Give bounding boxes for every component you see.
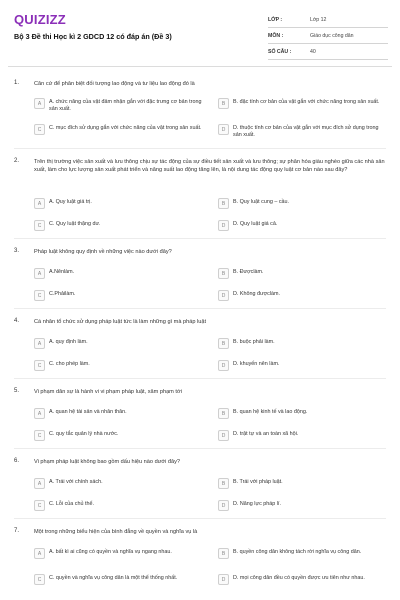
- option-text: C. Lỗi của chủ thể.: [49, 501, 94, 507]
- option-letter-badge: B: [218, 338, 229, 349]
- question-number: 4.: [14, 318, 20, 324]
- option-text: D. Quy luật giá cả.: [233, 221, 278, 227]
- option-letter-badge: B: [218, 98, 229, 109]
- meta-row-question-count: [268, 44, 388, 60]
- option-letter-badge: C: [34, 124, 45, 135]
- option-d[interactable]: [218, 500, 388, 511]
- quizizz-logo[interactable]: QUIZIZZ: [14, 12, 66, 27]
- meta-label: SỐ CÂU :: [268, 48, 292, 55]
- option-c[interactable]: [34, 360, 204, 371]
- option-letter-badge: C: [34, 500, 45, 511]
- option-d[interactable]: [218, 430, 388, 441]
- option-text: B. quan hệ kinh tế và lao động.: [233, 409, 308, 415]
- option-text: C. quyền và nghĩa vụ công dân là một thể thống nhất.: [49, 575, 178, 581]
- option-b[interactable]: [218, 408, 388, 419]
- option-a[interactable]: [34, 408, 204, 419]
- option-text: D. mọi công dân đều có quyền được ưu tiên như nhau.: [233, 575, 365, 581]
- option-text: A. Trái với chính sách.: [49, 479, 103, 485]
- question-number: 2.: [14, 158, 20, 164]
- option-text: B. Quy luật cung – cầu.: [233, 199, 290, 205]
- option-c[interactable]: [34, 574, 204, 585]
- option-text: D. trật tự và an toàn xã hội.: [233, 431, 299, 437]
- option-letter-badge: A: [34, 268, 45, 279]
- option-text: D. khuyến nên làm.: [233, 361, 280, 367]
- worksheet-meta: [268, 12, 388, 60]
- question-divider: [14, 518, 386, 519]
- question-divider: [14, 378, 386, 379]
- option-text: C. cho phép làm.: [49, 361, 90, 367]
- option-text: B. buộc phải làm.: [233, 339, 275, 345]
- option-d[interactable]: [218, 574, 388, 585]
- meta-row-class: [268, 12, 388, 28]
- question-divider: [14, 448, 386, 449]
- meta-label: MÔN :: [268, 32, 284, 39]
- option-d[interactable]: [218, 290, 388, 301]
- option-a[interactable]: [34, 548, 204, 559]
- option-d[interactable]: [218, 360, 388, 371]
- option-text: C.Phảilàm.: [49, 291, 76, 297]
- question-divider: [14, 238, 386, 239]
- option-letter-badge: A: [34, 198, 45, 209]
- question-text: Cá nhân tổ chức sử dụng pháp luật tức là làm những gì mà pháp luật: [34, 319, 207, 325]
- worksheet-title: Bộ 3 Đề thi Học kì 2 GDCD 12 có đáp án (Đề 3): [14, 32, 172, 41]
- option-letter-badge: C: [34, 574, 45, 585]
- option-text: A. Quy luật giá trị.: [49, 199, 92, 205]
- question-number: 3.: [14, 248, 20, 254]
- option-letter-badge: A: [34, 408, 45, 419]
- option-letter-badge: C: [34, 430, 45, 441]
- option-letter-badge: B: [218, 478, 229, 489]
- option-b[interactable]: [218, 548, 388, 559]
- option-d[interactable]: [218, 220, 388, 231]
- question-text: Vi phạm dân sự là hành vi vi phạm pháp luật, xâm phạm tới: [34, 389, 182, 395]
- option-letter-badge: D: [218, 124, 229, 135]
- question-number: 5.: [14, 388, 20, 394]
- option-c[interactable]: [34, 500, 204, 511]
- option-c[interactable]: [34, 290, 204, 301]
- option-letter-badge: C: [34, 220, 45, 231]
- meta-value: Lớp 12: [310, 16, 327, 23]
- question-text: Vi phạm pháp luật không bao gồm dấu hiệu nào dưới đây?: [34, 459, 181, 465]
- option-b[interactable]: [218, 338, 388, 349]
- question-number: 6.: [14, 458, 20, 464]
- option-letter-badge: D: [218, 220, 229, 231]
- option-text: A. chức năng của vật đảm nhận gắn với đặc trưng cơ bản trong sản xuất.: [49, 99, 202, 112]
- option-text: D. Không đượclàm.: [233, 291, 280, 297]
- option-d[interactable]: [218, 124, 388, 139]
- option-letter-badge: A: [34, 338, 45, 349]
- option-letter-badge: D: [218, 360, 229, 371]
- option-a[interactable]: [34, 338, 204, 349]
- option-text: A. quy định làm.: [49, 339, 88, 345]
- option-text: D. Năng lực pháp lí.: [233, 501, 281, 507]
- option-b[interactable]: [218, 478, 388, 489]
- option-text: C. mục đích sử dụng gắn với chức năng của vật trong sản xuất.: [49, 125, 202, 131]
- option-letter-badge: D: [218, 290, 229, 301]
- option-text: A.Nênlàm.: [49, 269, 75, 275]
- meta-value: Giáo dục công dân: [310, 32, 354, 39]
- option-letter-badge: B: [218, 548, 229, 559]
- option-text: B. Đượclàm.: [233, 269, 264, 275]
- question-divider: [14, 308, 386, 309]
- option-c[interactable]: [34, 124, 204, 135]
- option-text: D. thuộc tính cơ bản của vật gắn với mục đích sử dụng trong sản xuất.: [233, 125, 379, 138]
- option-a[interactable]: [34, 268, 204, 279]
- question-text: Căn cứ để phân biệt đối tượng lao động và tư liệu lao động đó là: [34, 81, 195, 87]
- option-c[interactable]: [34, 430, 204, 441]
- option-letter-badge: A: [34, 98, 45, 109]
- question-number: 7.: [14, 528, 20, 534]
- question-text: Một trong những biểu hiện của bình đẳng về quyền và nghĩa vụ là: [34, 529, 198, 535]
- meta-value: 40: [310, 48, 316, 55]
- question-text: Trên thị trường việc sản xuất và lưu thông chịu sự tác động của sự điều tiết sản xuất và lưu thông; sự phân hóa giàu nghèo giữa các nhà sản xuất, làm cho lực lượng sản xuất phát triển và năng suất lao động tăng lên, là nội dung tác động quy luật cơ bản nào sau đây?: [34, 159, 385, 173]
- question-divider: [14, 148, 386, 149]
- option-letter-badge: D: [218, 430, 229, 441]
- option-letter-badge: B: [218, 408, 229, 419]
- option-b[interactable]: [218, 198, 388, 209]
- option-text: B. đặc tính cơ bản của vật gắn với chức năng trong sản xuất.: [233, 99, 380, 105]
- option-text: A. bất kì ai cũng có quyền và nghĩa vụ ngang nhau.: [49, 549, 172, 555]
- option-text: B. Trái với pháp luật.: [233, 479, 283, 485]
- question-number: 1.: [14, 80, 20, 86]
- option-text: C. quy tắc quản lý nhà nước.: [49, 431, 119, 437]
- option-letter-badge: B: [218, 198, 229, 209]
- option-text: A. quan hệ tài sản và nhân thân.: [49, 409, 127, 415]
- worksheet-header: [0, 0, 400, 72]
- option-letter-badge: A: [34, 548, 45, 559]
- option-letter-badge: C: [34, 360, 45, 371]
- meta-row-subject: [268, 28, 388, 44]
- header-divider: [8, 66, 392, 67]
- question-text: Pháp luật không quy định về những việc nào dưới đây?: [34, 249, 172, 255]
- option-letter-badge: B: [218, 268, 229, 279]
- option-letter-badge: D: [218, 574, 229, 585]
- option-a[interactable]: [34, 478, 204, 489]
- option-a[interactable]: [34, 98, 204, 113]
- option-text: B. quyền công dân không tách rời nghĩa vụ công dân.: [233, 549, 362, 555]
- option-letter-badge: C: [34, 290, 45, 301]
- option-b[interactable]: [218, 268, 388, 279]
- option-a[interactable]: [34, 198, 204, 209]
- option-text: C. Quy luật thặng dư.: [49, 221, 101, 227]
- meta-label: LỚP :: [268, 16, 283, 23]
- option-letter-badge: D: [218, 500, 229, 511]
- option-b[interactable]: [218, 98, 388, 109]
- option-letter-badge: A: [34, 478, 45, 489]
- option-c[interactable]: [34, 220, 204, 231]
